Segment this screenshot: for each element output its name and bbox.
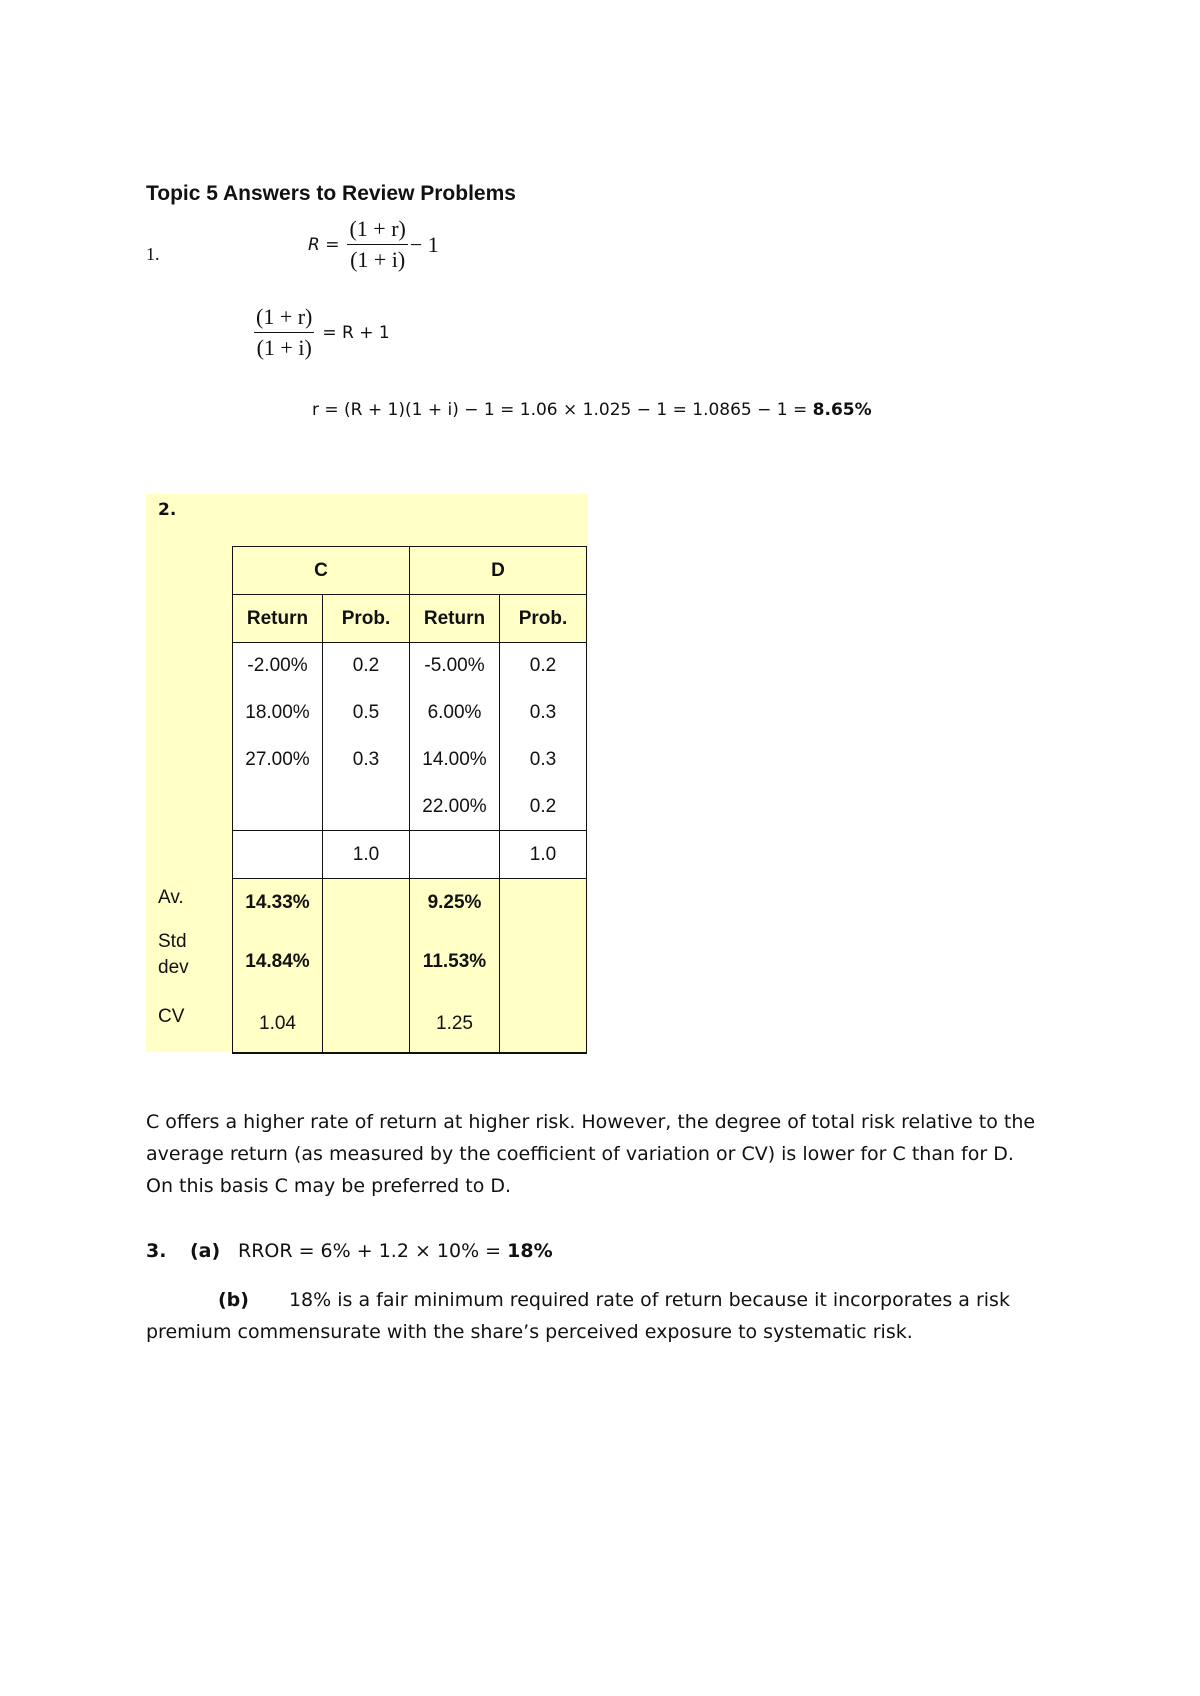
average-d: 9.25% — [410, 879, 500, 927]
table-row — [233, 784, 587, 831]
part-a-result: 18% — [507, 1240, 553, 1262]
equation-1-tail: − 1 — [409, 231, 439, 257]
equation-2-numerator: (1 + r) — [254, 302, 314, 333]
equation-3 — [312, 400, 872, 420]
total-cell: 1.0 — [500, 831, 587, 879]
part-b-label: (b) — [218, 1289, 249, 1311]
average-c: 14.33% — [233, 879, 323, 927]
question-2-number: 2. — [158, 500, 177, 520]
table-cell: 0.2 — [500, 784, 587, 831]
std-dev-c: 14.84% — [233, 927, 323, 997]
table-cell: 6.00% — [410, 690, 500, 737]
table-cell: -5.00% — [410, 643, 500, 690]
returns-table — [232, 546, 587, 1054]
row-label-std-dev: Std dev — [158, 931, 189, 978]
subheader-prob: Prob. — [323, 595, 410, 643]
header-d: D — [410, 547, 587, 595]
stats-row-cv — [233, 997, 587, 1053]
question-3-part-b — [146, 1284, 1046, 1348]
table-cell: 14.00% — [410, 737, 500, 784]
table-cell — [233, 784, 323, 831]
page-title: Topic 5 Answers to Review Problems — [146, 182, 516, 205]
table-cell: 27.00% — [233, 737, 323, 784]
table-cell: 22.00% — [410, 784, 500, 831]
question-1-number: 1. — [146, 244, 160, 264]
equation-3-text: r = (R + 1)(1 + i) − 1 = 1.06 × 1.025 − 1 = 1.0865 − 1 = — [312, 400, 813, 420]
part-a-label: (a) — [190, 1240, 221, 1262]
equation-1-fraction — [347, 214, 407, 275]
row-label-cv: CV — [158, 1006, 185, 1027]
equation-2-denominator: (1 + i) — [256, 335, 312, 360]
table-cell — [323, 784, 410, 831]
cv-d: 1.25 — [410, 997, 500, 1053]
table-row — [233, 690, 587, 737]
part-a-text: RROR = 6% + 1.2 × 10% = — [238, 1240, 508, 1262]
table-cell: 0.3 — [500, 690, 587, 737]
total-cell — [410, 831, 500, 879]
cv-c: 1.04 — [233, 997, 323, 1053]
row-label-average: Av. — [158, 887, 184, 908]
equation-2 — [254, 302, 390, 363]
equation-2-fraction — [254, 302, 314, 363]
equation-1-lhs: R = — [308, 234, 340, 255]
stats-row-average — [233, 879, 587, 927]
table-cell: 0.2 — [323, 643, 410, 690]
equation-1-numerator: (1 + r) — [347, 214, 407, 245]
table-cell: 0.2 — [500, 643, 587, 690]
question-3-part-a — [146, 1240, 553, 1262]
part-b-text: 18% is a fair minimum required rate of return because it incorporates a risk premium commensurate with the share’s perceived exposure to systematic risk. — [146, 1289, 1010, 1343]
equation-1 — [308, 214, 439, 275]
table-cell: 0.5 — [323, 690, 410, 737]
total-cell: 1.0 — [323, 831, 410, 879]
std-dev-d: 11.53% — [410, 927, 500, 997]
table-row — [233, 737, 587, 784]
header-c: C — [233, 547, 410, 595]
stats-row-std-dev — [233, 927, 587, 997]
subheader-prob: Prob. — [500, 595, 587, 643]
equation-1-denominator: (1 + i) — [350, 247, 406, 272]
question-2-conclusion: C offers a higher rate of return at higher risk. However, the degree of total risk relative to the average return (as measured by the coefficient of variation or CV) is lower for C than for D. On this basis C may be preferred to D. — [146, 1111, 1036, 1197]
subheader-return: Return — [233, 595, 323, 643]
table-cell: 0.3 — [500, 737, 587, 784]
totals-row — [233, 831, 587, 879]
table-row — [233, 643, 587, 690]
table-cell: 18.00% — [233, 690, 323, 737]
subheader-return: Return — [410, 595, 500, 643]
question-3-number: 3. — [146, 1240, 167, 1262]
total-cell — [233, 831, 323, 879]
equation-2-rhs: = R + 1 — [322, 322, 390, 343]
equation-3-result: 8.65% — [812, 400, 872, 420]
table-cell: -2.00% — [233, 643, 323, 690]
table-cell: 0.3 — [323, 737, 410, 784]
